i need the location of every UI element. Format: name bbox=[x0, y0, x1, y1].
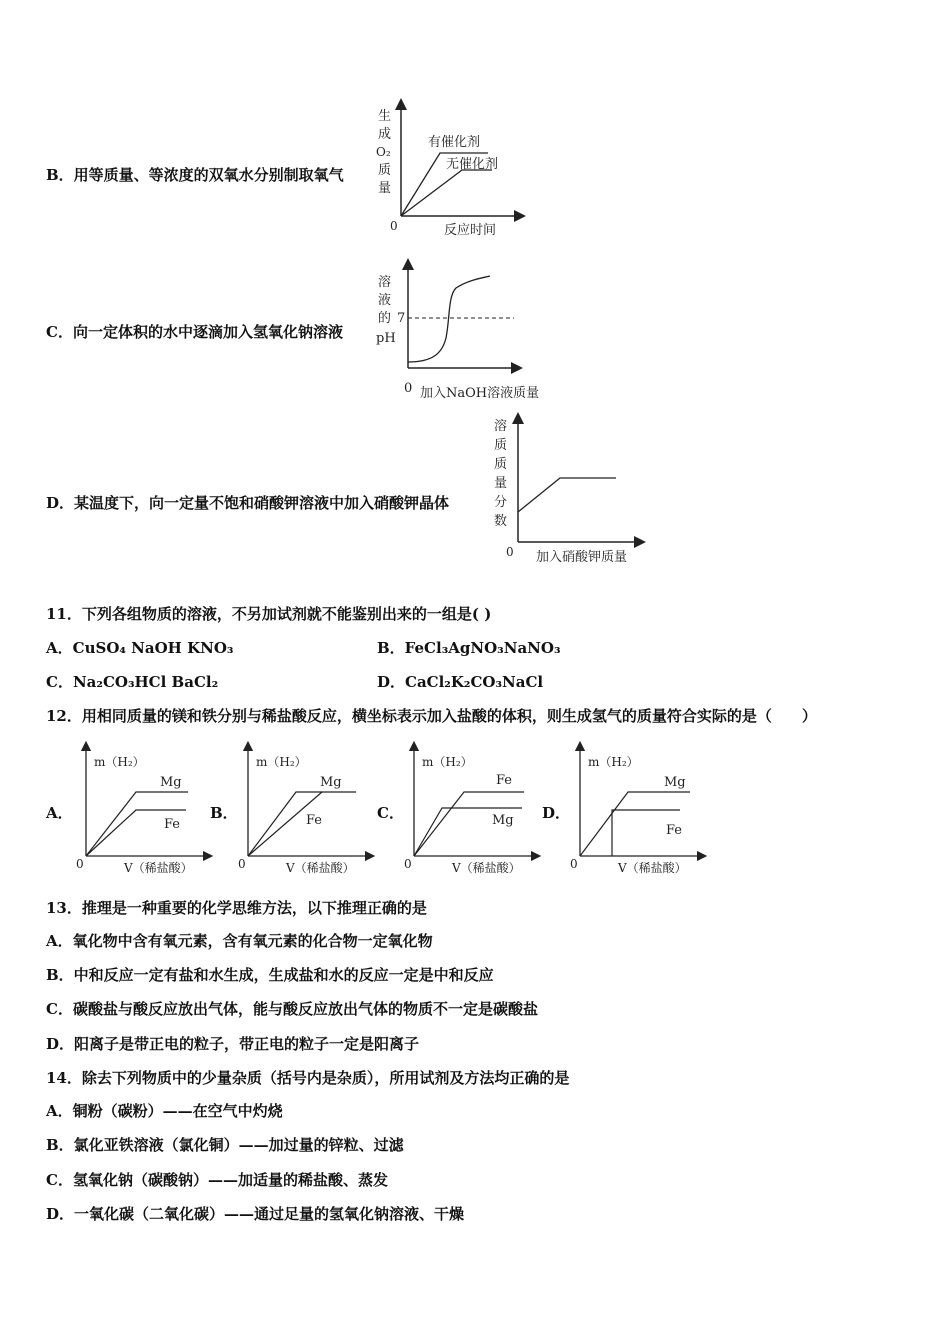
xlabel: V（稀盐酸） bbox=[124, 861, 193, 875]
fraction-curve bbox=[518, 478, 616, 512]
label-fe: Fe bbox=[306, 813, 323, 828]
ylabel-3: O₂ bbox=[376, 145, 391, 159]
q10-option-c: C．向一定体积的水中逐滴加入氢氧化钠溶液 bbox=[46, 323, 343, 341]
q12-label-b: B． bbox=[210, 804, 238, 822]
label-fe: Fe bbox=[164, 817, 181, 832]
ylabel-3: 质 bbox=[494, 457, 508, 472]
ylabel-1: 生 bbox=[378, 109, 392, 124]
label-mg: Mg bbox=[160, 775, 182, 790]
ylabel: m（H₂） bbox=[422, 755, 473, 769]
label-catalyst: 有催化剂 bbox=[428, 135, 481, 150]
q12-label-d: D． bbox=[542, 804, 571, 822]
graph-d-mass-fraction bbox=[490, 412, 650, 570]
graph-b-oxygen bbox=[370, 98, 530, 240]
origin: 0 bbox=[506, 545, 514, 559]
label-no-catalyst: 无催化剂 bbox=[446, 157, 499, 172]
origin: 0 bbox=[404, 381, 413, 396]
xlabel: 加入硝酸钾质量 bbox=[536, 550, 628, 565]
ylabel-2: 质 bbox=[494, 438, 508, 453]
q14-option-d: D．一氧化碳（二氧化碳）——通过足量的氢氧化钠溶液、干燥 bbox=[46, 1205, 465, 1223]
q11-option-d: D．CaCl₂K₂CO₃NaCl bbox=[377, 673, 544, 691]
xlabel: V（稀盐酸） bbox=[618, 861, 687, 875]
mg-line bbox=[248, 792, 356, 856]
q14-option-b: B．氯化亚铁溶液（氯化铜）——加过量的锌粒、过滤 bbox=[46, 1136, 404, 1154]
origin: 0 bbox=[238, 857, 246, 871]
graph-c-ph bbox=[372, 258, 552, 406]
label-mg: Mg bbox=[664, 775, 686, 790]
q10-option-d: D．某温度下，向一定量不饱和硝酸钾溶液中加入硝酸钾晶体 bbox=[46, 494, 450, 512]
q12-label-a: A． bbox=[46, 804, 73, 822]
origin: 0 bbox=[404, 857, 412, 871]
q14-stem: 14．除去下列物质中的少量杂质（括号内是杂质），所用试剂及方法均正确的是 bbox=[46, 1069, 570, 1087]
ylabel: m（H₂） bbox=[588, 755, 639, 769]
q11-stem: 11．下列各组物质的溶液，不另加试剂就不能鉴别出来的一组是( ) bbox=[46, 605, 492, 623]
ylabel-4: 质 bbox=[378, 163, 392, 178]
q13-option-c: C．碳酸盐与酸反应放出气体，能与酸反应放出气体的物质不一定是碳酸盐 bbox=[46, 1000, 538, 1018]
xlabel: 反应时间 bbox=[444, 223, 497, 238]
q14-option-a: A．铜粉（碳粉）——在空气中灼烧 bbox=[46, 1102, 283, 1120]
xlabel: V（稀盐酸） bbox=[452, 861, 521, 875]
label-mg: Mg bbox=[320, 775, 342, 790]
q11-option-c: C．Na₂CO₃HCl BaCl₂ bbox=[46, 673, 219, 691]
q12-graph-d bbox=[568, 740, 708, 882]
ylabel-1: 溶 bbox=[494, 419, 508, 434]
ylabel: m（H₂） bbox=[256, 755, 307, 769]
origin: 0 bbox=[390, 219, 398, 233]
label-fe: Fe bbox=[666, 823, 683, 838]
label-fe: Fe bbox=[496, 773, 513, 788]
xlabel: V（稀盐酸） bbox=[286, 861, 355, 875]
q13-option-a: A．氧化物中含有氧元素，含有氧元素的化合物一定氧化物 bbox=[46, 932, 433, 950]
q11-option-a: A．CuSO₄ NaOH KNO₃ bbox=[46, 639, 234, 657]
tick-7: 7 bbox=[397, 311, 406, 326]
label-mg: Mg bbox=[492, 813, 514, 828]
q12-label-c: C． bbox=[377, 804, 404, 822]
ylabel-5: 分 bbox=[494, 495, 508, 510]
ylabel-5: 量 bbox=[378, 181, 392, 196]
q11-option-b: B．FeCl₃AgNO₃NaNO₃ bbox=[377, 639, 561, 657]
origin: 0 bbox=[76, 857, 84, 871]
q13-stem: 13．推理是一种重要的化学思维方法，以下推理正确的是 bbox=[46, 899, 427, 917]
q12-stem: 12．用相同质量的镁和铁分别与稀盐酸反应，横坐标表示加入盐酸的体积，则生成氢气的质量符合实际的是（ ） bbox=[46, 707, 817, 725]
q14-option-c: C．氢氧化钠（碳酸钠）——加适量的稀盐酸、蒸发 bbox=[46, 1171, 388, 1189]
q13-option-d: D．阳离子是带正电的粒子，带正电的粒子一定是阳离子 bbox=[46, 1035, 420, 1053]
ylabel-4: pH bbox=[376, 331, 396, 346]
ylabel-2: 成 bbox=[378, 127, 392, 142]
origin: 0 bbox=[570, 857, 578, 871]
ylabel-1: 溶 bbox=[378, 275, 392, 290]
ph-curve bbox=[408, 276, 490, 362]
ylabel: m（H₂） bbox=[94, 755, 145, 769]
q12-graph-c bbox=[402, 740, 542, 882]
ylabel-6: 数 bbox=[494, 514, 508, 529]
ylabel-4: 量 bbox=[494, 476, 508, 491]
q12-graph-b bbox=[236, 740, 376, 882]
ylabel-3: 的 bbox=[378, 311, 392, 326]
xlabel: 加入NaOH溶液质量 bbox=[420, 386, 540, 401]
q10-option-b: B．用等质量、等浓度的双氧水分别制取氧气 bbox=[46, 166, 344, 184]
q13-option-b: B．中和反应一定有盐和水生成，生成盐和水的反应一定是中和反应 bbox=[46, 966, 494, 984]
ylabel-2: 液 bbox=[378, 293, 392, 308]
q12-graph-a bbox=[74, 740, 214, 882]
